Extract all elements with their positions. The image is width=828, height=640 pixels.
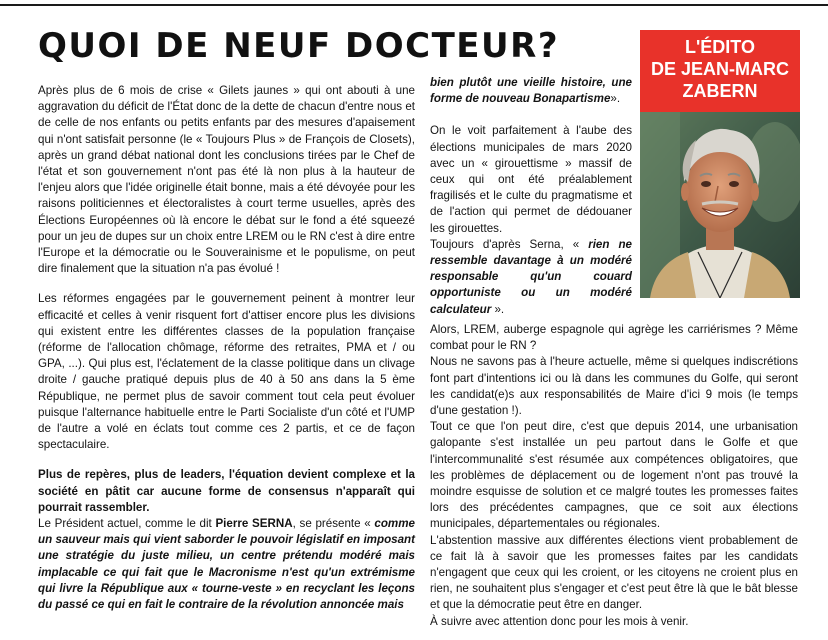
top-rule xyxy=(0,4,828,6)
author-portrait xyxy=(640,112,800,298)
right-paragraph-2-end: ». xyxy=(491,302,505,316)
left-paragraph-4-intro: Le Président actuel, comme le dit xyxy=(38,517,216,531)
quote-continuation xyxy=(430,75,632,107)
edito-line-2: DE JEAN-MARC xyxy=(650,59,789,79)
edito-line-1: L'ÉDITO xyxy=(685,37,755,57)
serna-quote: comme un sauveur mais qui vient saborder le pouvoir législatif en imposant une stratégie du juste milieu, un centre prétendu modéré mais implacable ce qui fait que le Macronisme n'est qu'un extrémisme qui livre la République aux « tourne-veste » en recyclant les leçons du passé ce qui en fait le contraire de la révolution annoncée mais xyxy=(38,517,416,612)
edito-line-3: ZABERN xyxy=(682,81,758,101)
right-paragraph-7: À suivre avec attention donc pour les mois à venir. xyxy=(430,614,689,628)
right-column-lower xyxy=(430,322,798,630)
serna-quote-2: rien ne ressemble davantage à un modéré responsable qu'un couard opportuniste ou un modéré calculateur xyxy=(430,237,633,316)
right-paragraph-5: Tout ce que l'on peut dire, c'est que depuis 2014, une urbanisation galopante s'est installée un peu partout dans le Golfe et que l'intercommunalité s'est résumée aux compétences obligatoires, que les problèmes de déplacement ou de logement n'ont pas trouvé la moindre esquisse de solution et ce malgré toutes les promesses faites lors des précédentes campagnes, que ce soit aux élections municipales, départementales ou régionales. xyxy=(430,420,798,531)
right-paragraph-4: Nous ne savons pas à l'heure actuelle, même si quelques indiscrétions font part d'intentions ici ou là dans les communes du Golfe, qui seront les candidat(e)s aux responsabilités de Maire d'ici 9 mois (le temps d'une gestation !). xyxy=(430,355,798,418)
left-column xyxy=(38,83,415,613)
left-paragraph-4 xyxy=(38,516,415,613)
left-paragraph-1: Après plus de 6 mois de crise « Gilets jaunes » qui ont abouti à une aggravation du déficit de l'État donc de la dette de chacun d'entre nous et de celle de nos enfants ou petits enfants par des mesures d'apaisement qui n'ont satisfait personne (le « Toujours Plus » de François de Closets), après un grand débat national dont les conclusions tirées par le Chef de l'état et son gouvernement n'ont pas été là non plus à la hauteur de l'enjeu alors que l'idée originelle était bonne, mais a été dévoyée pour les raisons politiciennes et électoralistes à court terme usuelles, après des Élections Européennes où là encore le débat sur le fond a été squeezé pour un jeu de dupes sur un choix entre LREM ou le RN c'est à dire entre l'Europe et la démocratie ou le Souverainisme et le populisme, on peut dire finalement que la situation n'a pas évolué ! xyxy=(38,84,415,276)
right-paragraph-1: On le voit parfaitement à l'aube des élections municipales de mars 2020 avec un « girouettisme » massif de ceux qui ont été préalablement fragilisés et le culte du pragmatisme et de l'action qui permet de dédouaner les girouettes. xyxy=(430,124,632,235)
quote-continuation-end: ». xyxy=(610,92,621,106)
right-paragraph-6: L'abstention massive aux différentes élections vient probablement de ce fait là à savoir que les promesses faites par les candidats n'engagent que ceux qui les croient, or les citoyens ne croient plus en rien, ne souhaitent plus s'engager et c'est peut être là que le bât blesse et que la démocratie peut être en danger. xyxy=(430,533,798,612)
headline: QUOI DE NEUF DOCTEUR? xyxy=(38,26,560,66)
left-paragraph-4-mid: , se présente « xyxy=(292,517,375,531)
right-paragraph-2-intro: Toujours d'après Serna, « xyxy=(430,237,589,251)
edito-label-box xyxy=(640,30,800,112)
quote-continuation-text: bien plutôt une vieille histoire, une forme de nouveau Bonapartisme xyxy=(430,76,632,106)
right-paragraph-2 xyxy=(430,237,632,318)
right-column-upper xyxy=(430,75,632,318)
author-name-serna: Pierre SERNA xyxy=(215,517,293,531)
author-portrait-image xyxy=(640,112,800,298)
right-paragraph-3: Alors, LREM, auberge espagnole qui agrège les carriérismes ? Même combat pour le RN ? xyxy=(430,323,798,353)
left-paragraph-2: Les réformes engagées par le gouvernement peinent à montrer leur efficacité et celles à venir risquent fort d'attiser encore plus les divisions qui existent entre les différentes classes de la population française (réforme de l'allocation chômage, réforme des retraites, PMA et / ou GPA, ...). Qui plus est, l'éclatement de la classe politique dans un clivage droite / gauche pratiqué depuis plus de 40 à 50 ans dans la 5 ème République, ne permet plus de savoir comment tout cela peut évoluer puisque l'alternance habituelle entre le Parti Socialiste d'un côté et l'UMP de l'autre a volé en éclats tout comme ces 2 partis, et ce de façon spectaculaire. xyxy=(38,292,415,452)
left-paragraph-3: Plus de repères, plus de leaders, l'équation devient complexe et la société en pâtit car aucune forme de consensus n'apparaît qui pourrait rassembler. xyxy=(38,468,415,514)
